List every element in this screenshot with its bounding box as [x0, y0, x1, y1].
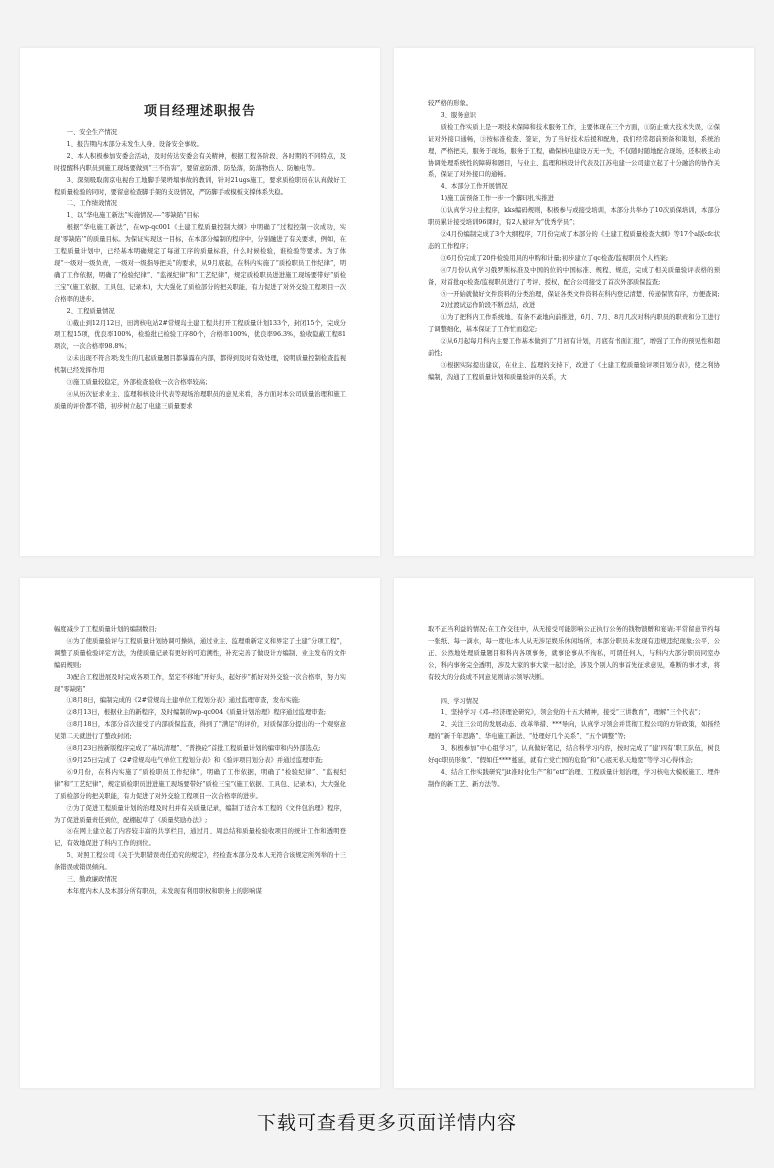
- paragraph: ①为了把科内工作系统地、有条不紊地向前推进，6月、7月、8月几次对科内职员的职责和分工进行了调整细化，基本保证了工作忙而稳定;: [428, 314, 720, 334]
- paragraph: 1、报告期内本部分未发生人身、设备安全事故。: [66, 140, 203, 148]
- download-more-prompt[interactable]: 下载可查看更多页面详情内容: [256, 1112, 517, 1134]
- paragraph: 1、以“华电施工新法”实施情况----“零缺陷”目标: [66, 212, 200, 220]
- paragraph: ①认真学习业主程序，kks编码规则，积极参与或接受培训，本部分共举办了10次质保培训，本部分职员累计接受培训96课时，有2人被评为“优秀学员”；: [428, 207, 720, 227]
- paragraph: ⑤9月25日完成了《2#常规岛电气单位工程划分表》和《验评项目划分表》并通过监理审查;: [66, 756, 324, 764]
- paragraph: ⑤一开始就做好文件资料的分类治理，保证各类文件资料在科内登记清楚、传递保管有序，方便查阅;: [440, 290, 720, 298]
- paragraph: 较严格的形象。: [428, 100, 473, 107]
- document-page-3: [20, 578, 380, 1088]
- paragraph: ②从6月起每月科内主要工作基本做到了“月初有计划，月底有书面汇报”，增强了工作的预见性和超前性;: [428, 338, 720, 358]
- paragraph: 2)过渡试运作阶段不断总结，改进: [440, 302, 536, 310]
- paragraph: ②4月份编制完成了3个大纲程序，7月份完成了本部分的《土建工程质量检查大纲》等17个a版cfc状态的工作程序；: [428, 230, 720, 250]
- paragraph: ⑥9月份，在科内实施了“质检职员工作纪律”，明确了工作依据，明确了“检验纪律”、“监视纪律”和“工艺纪律”，规定质检职员进进施工现场要带好“质检三宝”(施工依据、工具包、记录本)，大大强化了质检部分的把关职能，有力促进了对外交验工程项目一次合格率的进步。: [54, 768, 346, 800]
- paragraph: ③施工质量较稳定，外部检查验收一次合格率较高；: [66, 379, 212, 387]
- page-body: [428, 98, 720, 384]
- paragraph: 1、坚持学习《邓--经济理论研究》，领会党的十五大精神，接受“三讲教育”，理解“三个代表”；: [440, 709, 705, 717]
- paragraph: 三、勤政廉政情况: [66, 876, 117, 884]
- document-page-1: [20, 48, 380, 556]
- paragraph: ⑦为了促进工程质量计划的治理及时归并有关质量记录，编制了适合本工程的《文件包治理》程序，为了促进质量责任到位，配棚起草了《质量奖励办法》;: [54, 804, 346, 824]
- paragraph: 2、工程质量情况: [66, 307, 115, 315]
- paragraph: 四、学习情况: [440, 697, 479, 705]
- paragraph: 3)配合工程进展及时完成各项工作，坚定不移地“开好头，起好步”抓好对外交验一次合格率，努力实现“零缺陷”: [54, 673, 346, 693]
- paragraph: 质检工作实质上是一项技术保障和技术服务工作，主要体现在三个方面，①防止重大技术失误，②保证对外接口通畅，③按标准检查、签证，为了当好技术后援和配角，我们经常超前预备和策划，系统治理，严格把关，服务于现场，服务于工程，确保核电建设万无一失，不仅随时随地配合现场，还积极主动协调处理系统性的障碍和题目，与业主、监理和核设计代表及江苏电建一公司建立起了十分融洽的协作关系，保证了对外接口的通畅。: [428, 123, 720, 179]
- paragraph: ②8月13日，根据业主的新程序，及时编制的wp-qc004《质量计划治理》程序通过监理审查;: [66, 709, 326, 717]
- document-title: 项目经理述职报告: [143, 104, 256, 119]
- paragraph: 2、本人积极参加安委会活动，及时传达安委会有关精神，根据工程各阶段、各时期的不同特点，及时提醒科内职员到施工现场要做到“三不伤害”，要留意防滑、防坠落，防落物伤人、防触电等。: [54, 152, 346, 172]
- paragraph: 根据“华电施工新法”，在wp-qc001《土建工程质量控制大纲》中明确了“过程控制一次成功，实现‘零缺陷’”的质量目标。为保证实现这一目标，在本部分编制的程序中，分别融进了有关要求，例如，在工程质量计划中，已经基本明确规定了每道工序的质量标准，什么时候检验，谁检验等要求。为了体现“一级对一级负责，一级对一级指导把关”的要求，从9月底起，在科内实施了“质检职员工作纪律”，明确了工作依据，明确了“检验纪律”、“监视纪律”和“工艺纪律”，规定质检职员进进施工现场要带好“质检三宝”(施工依据、工具包、记录本)，大大强化了质检部分的把关职能，有力促进了对外交验工程项目一次合格率的进步。: [54, 224, 346, 303]
- paragraph: ③6月份完成了20件检验用具的申购和计量;初步建立了qc检查/监视职员个人档案;: [440, 254, 669, 262]
- document-page-4: [394, 578, 754, 1088]
- paragraph: 3、深刻吸取南京电视台工地脚手架坍塌事故的教训，针对21ugs施工，要求质检职员在认真做好工程质量检验的同时，要留意检查脚手架的支设情况，严防脚手或模板支撑体系失稳。: [54, 176, 346, 196]
- paragraph: 4、本部分工作开展情况: [440, 183, 508, 191]
- paragraph: ⑧在网上建立起了内容较丰富的共享栏目，通过月、周总结和质量检验收项目的统计工作和透明登记，有效地促进了科内工作的到位。: [54, 828, 346, 848]
- paragraph: ④从历次征求业主、监理和核设计代表等现场治理职员的意见来看，各方面对本公司质量治理和施工质量的评价都不错，初步树立起了电建三质量要求: [54, 390, 346, 410]
- paragraph: 1)施工前预备工作一步一个脚印扎实推进: [440, 195, 555, 203]
- paragraph: ③8月18日，本部分首次接受了内部质保监查，得到了“满足”的评价，对质保部分提出的一个观察意见第二天就进行了整改封闭;: [54, 721, 346, 741]
- paragraph: ④为了使质量验评与工程质量计划协调可操纵，通过业主、监理重新定义和界定了土建“分项工程”，调整了质量检验评定方法，为使质量记录有更好的可追溯性，补充完善了做设计方编制、业主发布的文件编码规则;: [54, 637, 346, 669]
- paragraph: 本年度内本人及本部分所有职员，未发现有利用职权和职务上的影响谋: [66, 887, 262, 895]
- paragraph: 4、结合工作实践研究“jit准时化生产”和“etf”治理、工程质量计划治理，学习核电大模板施工、埋件制作的新工艺、新方法等。: [428, 768, 720, 788]
- paragraph: 幅度减少了工程质量计划的编制数目;: [54, 626, 157, 633]
- paragraph: ①截止到12月12日，田湾核电站2#常规岛土建工程共打开工程质量计划133个，封闭15个，完成分项工程15项，优良率100%，检验批已检验工序80个，合格率100%，优良率96.3%，验收隐蔽工程81项次，一次合格率98.8%；: [54, 319, 346, 351]
- paragraph: [428, 684, 720, 696]
- paragraph: ④7月份认真学习俄罗斯标准及中国的位的中国标准、规程、规范，完成了相关质量验评表格的预备，对首批qc检查/监视职员进行了考评、授权，配合公司接受了首次外部质保监查;: [428, 266, 720, 286]
- paragraph: ②未出现不符合项;发生的几起质量题目都暴露在内部，都得到及时有效处理，说明质量控制检查监视机制已经发挥作用: [54, 355, 346, 375]
- paragraph: 3、服务意识: [440, 111, 477, 119]
- paragraph: ③根据实际提出建议，在业主、监理的支持下，改进了《土建工程质量验评项目划分表》，使之利协编制，沟通了工程质量计划和质量验评的关系，大: [428, 361, 720, 381]
- page-body: [428, 624, 720, 791]
- paragraph: 5、对照工程公司《关于失职错误责任追究的规定》，经检查本部分及本人无符合该规定所列举的十三条错误或错误倾向。: [54, 852, 346, 872]
- document-page-2: [394, 48, 754, 556]
- paragraph: 一、安全生产情况: [66, 129, 117, 136]
- paragraph: 二、工作绩效情况: [66, 200, 117, 208]
- paragraph: ④8月23日按新版程序完成了“基坑清理”、“普换砼”首批工程质量计划的编审和内外部选点;: [66, 745, 321, 753]
- page-body: [54, 127, 346, 413]
- paragraph: 2、关注三公司的发展动态、改革举措、***导向，认真学习领会并贯彻工程公司的方针政策，如扬经理的“新千年思路”、华电施工新法、“处理好几个关系”、“五个调整”等;: [428, 721, 720, 741]
- paragraph: 3、积极参加“中心组学习”，认真做好笔记，结合科学习内容，按时完成了“建‘四有’职工队伍，树良好qc职员形象”、“假如任****蔓延，就有亡党亡国的危险”和“心底无私天地宽”等学习心得体会;: [428, 745, 720, 765]
- page-body: [54, 624, 346, 898]
- paragraph: ①8月8日，编制完成的《2#常规岛土建单位工程划分表》通过监理审查，发布实施;: [66, 697, 301, 705]
- paragraph: 取不正当利益的情况;在工作交往中，从无接受可能影响公正执行公务的钱物馈赠和宴请;平常留意节约每一张纸、每一滴水，每一度电;本人从无涉足娱乐休闲场所，本部分职员未发现有违规违纪现象;公平、公正、公然地处理质量题目和科内各项事务，就事论事从不徇私，可谓任何人，与科内大部分职员同室办公，科内事务完全透明，涉及大家的事大家一起讨论，涉及个别人的事首先征求意见，难断的事才求，将有较大的分歧或不同意见则请示领导决断。: [428, 626, 720, 681]
